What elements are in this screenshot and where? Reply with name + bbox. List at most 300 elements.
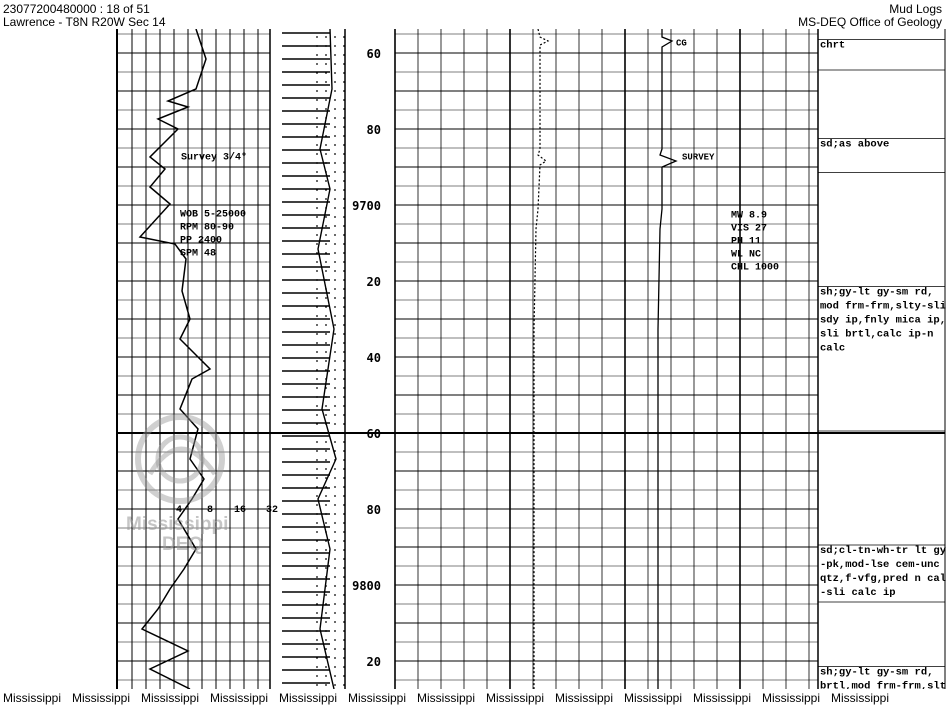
sand-dot (316, 225, 318, 227)
sand-dot (316, 603, 318, 605)
sand-dot (343, 153, 345, 155)
sand-dot (316, 99, 318, 101)
sand-dot (334, 684, 336, 686)
sand-dot (343, 585, 345, 587)
sand-dot (334, 207, 336, 209)
sand-dot (325, 243, 327, 245)
sand-dot (343, 261, 345, 263)
sand-dot (334, 144, 336, 146)
sand-dot (316, 108, 318, 110)
footer-bar (0, 691, 946, 705)
lithology-boundary (318, 29, 336, 689)
sand-dot (334, 630, 336, 632)
sand-dot (325, 594, 327, 596)
sand-dot (343, 315, 345, 317)
sand-dot (343, 45, 345, 47)
lithology-description-line: sdy ip,fnly mica ip, (820, 314, 946, 327)
gas-curve-dotted (534, 29, 548, 689)
sand-dot (316, 189, 318, 191)
footer-watermark-text: Mississippi (555, 691, 614, 705)
sand-dot (334, 477, 336, 479)
sand-dot (325, 522, 327, 524)
sand-dot (334, 288, 336, 290)
sand-dot (316, 513, 318, 515)
sand-dot (316, 477, 318, 479)
sand-dot (343, 495, 345, 497)
lithology-description-line: sh;gy-lt gy-sm rd, (820, 286, 934, 299)
sand-dot (316, 612, 318, 614)
sand-dot (343, 621, 345, 623)
sand-dot (316, 81, 318, 83)
sand-dot (325, 90, 327, 92)
sand-dot (343, 288, 345, 290)
sand-dot (343, 369, 345, 371)
sand-dot (325, 675, 327, 677)
sand-dot (325, 540, 327, 542)
sand-dot (334, 225, 336, 227)
sand-dot (316, 171, 318, 173)
sand-dot (316, 270, 318, 272)
sand-dot (343, 351, 345, 353)
survey-annotation: Survey 3/4° (181, 152, 248, 164)
sand-dot (343, 90, 345, 92)
sand-dot (316, 405, 318, 407)
sand-dot (343, 639, 345, 641)
sand-dot (334, 279, 336, 281)
sand-dot (334, 45, 336, 47)
sand-dot (343, 342, 345, 344)
sand-dot (334, 666, 336, 668)
sand-dot (316, 414, 318, 416)
mud-property: VIS 27 (731, 223, 768, 235)
sand-dot (343, 468, 345, 470)
sand-dot (334, 252, 336, 254)
sand-dot (343, 63, 345, 65)
drill-rate-curve (140, 29, 210, 689)
sand-dot (325, 225, 327, 227)
record-id: 23077200480000 : 18 of 51 (3, 2, 150, 16)
sand-dot (343, 333, 345, 335)
sand-dot (334, 36, 336, 38)
sand-dot (316, 522, 318, 524)
footer-watermark-text: Mississippi (348, 691, 407, 705)
sand-dot (343, 405, 345, 407)
sand-dot (325, 495, 327, 497)
sand-dot (343, 387, 345, 389)
sand-dot (325, 126, 327, 128)
sand-dot (325, 180, 327, 182)
sand-dot (343, 441, 345, 443)
sand-dot (316, 216, 318, 218)
sand-dot (325, 486, 327, 488)
sand-dot (334, 495, 336, 497)
drilling-parameter: WOB 5-25000 (180, 209, 247, 221)
sand-dot (316, 198, 318, 200)
sand-dot (343, 360, 345, 362)
sand-dot (316, 468, 318, 470)
sand-dot (316, 369, 318, 371)
sand-dot (316, 666, 318, 668)
sand-dot (343, 432, 345, 434)
sand-dot (316, 432, 318, 434)
sand-dot (343, 603, 345, 605)
lithology-description-line: sh;gy-lt gy-sm rd, (820, 666, 934, 679)
sand-dot (316, 360, 318, 362)
sand-dot (334, 189, 336, 191)
sand-dot (334, 72, 336, 74)
sand-dot (343, 477, 345, 479)
sand-dot (343, 567, 345, 569)
sand-dot (325, 72, 327, 74)
footer-watermark-text: Mississippi (279, 691, 338, 705)
sand-dot (334, 558, 336, 560)
sand-dot (316, 243, 318, 245)
sand-dot (316, 378, 318, 380)
sand-dot (325, 36, 327, 38)
sand-dot (325, 324, 327, 326)
sand-dot (325, 144, 327, 146)
sand-dot (325, 351, 327, 353)
sand-dot (325, 99, 327, 101)
sand-dot (325, 108, 327, 110)
sand-dot (343, 684, 345, 686)
sand-dot (325, 234, 327, 236)
depth-label: 20 (366, 655, 381, 669)
sand-dot (325, 216, 327, 218)
sand-dot (343, 117, 345, 119)
sand-dot (325, 306, 327, 308)
sand-dot (316, 45, 318, 47)
sand-dot (316, 261, 318, 263)
footer-watermark-text: Mississippi (3, 691, 62, 705)
sand-dot (334, 90, 336, 92)
sand-dot (334, 351, 336, 353)
gas-label: SURVEY (682, 152, 715, 163)
sand-dot (343, 162, 345, 164)
sand-dot (325, 459, 327, 461)
sand-dot (334, 297, 336, 299)
sand-dot (316, 558, 318, 560)
sand-dot (334, 513, 336, 515)
footer-watermark-text: Mississippi (417, 691, 476, 705)
sand-dot (343, 531, 345, 533)
sand-dot (316, 423, 318, 425)
footer-watermark-text: Mississippi (72, 691, 131, 705)
sand-dot (343, 666, 345, 668)
depth-label: 80 (366, 123, 381, 137)
drilling-parameter: RPM 80-90 (180, 222, 235, 234)
mud-log-scan (0, 29, 946, 689)
sand-dot (343, 225, 345, 227)
sand-dot (343, 504, 345, 506)
sand-dot (316, 162, 318, 164)
sand-dot (334, 378, 336, 380)
sand-dot (343, 576, 345, 578)
sand-dot (316, 72, 318, 74)
sand-dot (325, 639, 327, 641)
sand-dot (343, 459, 345, 461)
sand-dot (325, 135, 327, 137)
footer-watermark-text: Mississippi (210, 691, 269, 705)
sand-dot (343, 414, 345, 416)
sand-dot (334, 108, 336, 110)
drilling-parameter: PP 2400 (180, 235, 223, 247)
sand-dot (334, 504, 336, 506)
footer-watermark-text: Mississippi (624, 691, 683, 705)
lithology-description-line: -pk,mod-lse cem-unc (820, 559, 940, 571)
sand-dot (325, 54, 327, 56)
sand-dot (325, 450, 327, 452)
sand-dot (316, 234, 318, 236)
sand-dot (334, 162, 336, 164)
mud-property: PH 11 (731, 236, 762, 248)
drilling-parameter: SPM 48 (180, 248, 217, 260)
sand-dot (316, 567, 318, 569)
sand-dot (325, 603, 327, 605)
sand-dot (334, 387, 336, 389)
sand-dot (334, 270, 336, 272)
sand-dot (334, 639, 336, 641)
sand-dot (325, 666, 327, 668)
sand-dot (343, 99, 345, 101)
sand-dot (325, 198, 327, 200)
sand-dot (316, 504, 318, 506)
sand-dot (325, 252, 327, 254)
sand-dot (316, 486, 318, 488)
sand-dot (343, 648, 345, 650)
sand-dot (334, 441, 336, 443)
sand-dot (343, 81, 345, 83)
sand-dot (343, 270, 345, 272)
sand-dot (316, 144, 318, 146)
depth-label: 40 (366, 351, 381, 365)
lithology-description-line: -sli calc ip (820, 587, 896, 599)
sand-dot (316, 450, 318, 452)
sand-dot (325, 504, 327, 506)
footer-watermark-text: Mississippi (831, 691, 890, 705)
sand-dot (334, 396, 336, 398)
depth-label: 80 (366, 503, 381, 517)
sand-dot (316, 396, 318, 398)
scale-number: 16 (234, 505, 247, 516)
sand-dot (316, 63, 318, 65)
sand-dot (334, 585, 336, 587)
lithology-description-column (820, 40, 946, 689)
sand-dot (343, 450, 345, 452)
sand-dot (343, 252, 345, 254)
sand-dot (334, 324, 336, 326)
sand-dot (325, 333, 327, 335)
sand-dot (343, 72, 345, 74)
gas-label: CG (676, 38, 687, 49)
sand-dot (316, 90, 318, 92)
footer-watermark-text: Mississippi (486, 691, 545, 705)
sand-dot (343, 144, 345, 146)
sand-dot (343, 108, 345, 110)
sand-dot (343, 549, 345, 551)
sand-dot (343, 306, 345, 308)
sand-dot (316, 459, 318, 461)
sand-dot (343, 171, 345, 173)
sand-dot (325, 612, 327, 614)
sand-dot (334, 315, 336, 317)
sand-dot (325, 369, 327, 371)
sand-dot (343, 675, 345, 677)
sand-dot (343, 486, 345, 488)
sand-dot (334, 423, 336, 425)
sand-dot (334, 234, 336, 236)
sand-dot (316, 675, 318, 677)
sand-dot (334, 117, 336, 119)
sand-dot (325, 270, 327, 272)
sand-dot (316, 153, 318, 155)
sand-dot (325, 468, 327, 470)
lithology-column (282, 29, 345, 689)
sand-dot (343, 423, 345, 425)
sand-dot (316, 126, 318, 128)
watermark-logo (120, 404, 250, 554)
sand-dot (334, 171, 336, 173)
sand-dot (316, 531, 318, 533)
sand-dot (325, 342, 327, 344)
sand-dot (343, 279, 345, 281)
sand-dot (343, 630, 345, 632)
sand-dot (334, 153, 336, 155)
sand-dot (343, 126, 345, 128)
sand-dot (334, 657, 336, 659)
lithology-description-line: calc (820, 342, 846, 355)
sand-dot (343, 207, 345, 209)
sand-dot (316, 495, 318, 497)
sand-dot (334, 594, 336, 596)
scale-number: 32 (266, 505, 279, 516)
sand-dot (334, 126, 336, 128)
lithology-description-line: chrt (820, 39, 846, 52)
sand-dot (334, 621, 336, 623)
depth-label: 20 (366, 275, 381, 289)
sand-dot (325, 684, 327, 686)
sand-dot (334, 405, 336, 407)
sand-dot (316, 594, 318, 596)
sand-dot (325, 315, 327, 317)
sand-dot (316, 135, 318, 137)
sand-dot (316, 351, 318, 353)
total-gas-curve (658, 29, 676, 689)
sand-dot (334, 531, 336, 533)
document-type: Mud Logs (889, 2, 942, 16)
sand-dot (316, 576, 318, 578)
scale-number: 4 (176, 505, 183, 516)
sand-dot (343, 558, 345, 560)
agency-name: MS-DEQ Office of Geology (798, 15, 942, 29)
log-labels (176, 39, 779, 669)
sand-dot (325, 630, 327, 632)
sand-dot (325, 162, 327, 164)
sand-dot (325, 441, 327, 443)
sand-dot (316, 333, 318, 335)
log-curves (140, 29, 676, 689)
sand-dot (343, 297, 345, 299)
sand-dot (316, 387, 318, 389)
sand-dot (343, 54, 345, 56)
sand-dot (325, 405, 327, 407)
sand-dot (334, 54, 336, 56)
sand-dot (325, 153, 327, 155)
sand-dot (334, 612, 336, 614)
sand-dot (325, 396, 327, 398)
sand-dot (325, 432, 327, 434)
sand-dot (316, 180, 318, 182)
sand-dot (325, 45, 327, 47)
sand-dot (325, 261, 327, 263)
sand-dot (334, 549, 336, 551)
sand-dot (325, 360, 327, 362)
sand-dot (316, 279, 318, 281)
sand-dot (343, 396, 345, 398)
sand-dot (334, 432, 336, 434)
sand-dot (316, 585, 318, 587)
sand-dot (334, 243, 336, 245)
lithology-description-line: qtz,f-vfg,pred n cal (820, 573, 946, 585)
sand-dot (334, 675, 336, 677)
mud-property: MW 8.9 (731, 210, 768, 222)
sand-dot (325, 558, 327, 560)
sand-dot (325, 414, 327, 416)
sand-dot (334, 468, 336, 470)
mud-log-chart (0, 29, 946, 689)
sand-dot (316, 315, 318, 317)
sand-dot (316, 684, 318, 686)
sand-dot (343, 135, 345, 137)
well-location: Lawrence - T8N R20W Sec 14 (3, 15, 166, 29)
sand-dot (334, 522, 336, 524)
sand-dot (325, 279, 327, 281)
sand-dot (316, 36, 318, 38)
sand-dot (316, 657, 318, 659)
sand-dot (334, 540, 336, 542)
sand-dot (325, 63, 327, 65)
sand-dot (334, 360, 336, 362)
sand-dot (343, 36, 345, 38)
sand-dot (343, 216, 345, 218)
footer-watermark-text: Mississippi (141, 691, 200, 705)
sand-dot (316, 288, 318, 290)
depth-label: 9700 (352, 199, 381, 213)
sand-dot (316, 342, 318, 344)
sand-dot (316, 630, 318, 632)
sand-dot (343, 180, 345, 182)
sand-dot (334, 648, 336, 650)
sand-dot (334, 486, 336, 488)
mud-property: WL NC (731, 249, 762, 261)
sand-dot (316, 549, 318, 551)
sand-dot (334, 216, 336, 218)
sand-dot (343, 189, 345, 191)
sand-dot (343, 540, 345, 542)
lithology-description-line: sd;as above (820, 138, 890, 151)
sand-dot (316, 297, 318, 299)
sand-dot (316, 252, 318, 254)
watermark-line1: Mississippi (126, 514, 229, 535)
sand-dot (316, 117, 318, 119)
sand-dot (334, 99, 336, 101)
mud-property: CHL 1000 (731, 262, 780, 274)
sand-dot (343, 513, 345, 515)
scale-number: 8 (207, 505, 214, 516)
sand-dot (343, 243, 345, 245)
sand-dot (334, 369, 336, 371)
sand-dot (316, 648, 318, 650)
